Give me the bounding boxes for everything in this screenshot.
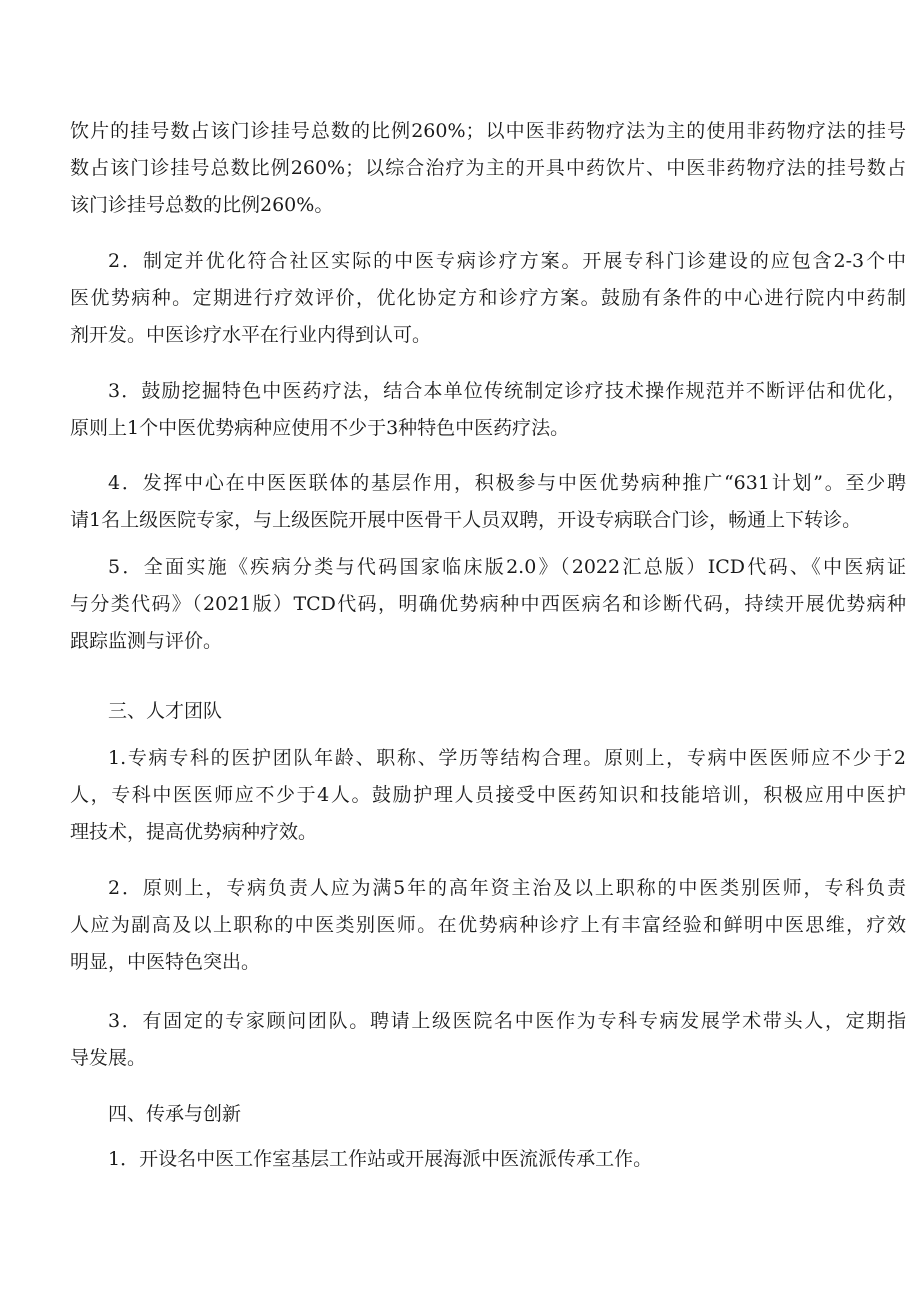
- text-line: 3．有固定的专家顾问团队。聘请上级医院名中医作为专科专病发展学术带头人，定期指: [108, 1010, 906, 1032]
- text-line: 剂开发。中医诊疗水平在行业内得到认可。: [70, 324, 432, 346]
- paragraph-talent-item-2: [70, 870, 906, 981]
- paragraph-item-2-diagnosis-plan: [70, 243, 906, 354]
- text-line: 4．发挥中心在中医医联体的基层作用，积极参与中医优势病种推广“631计划”。至少聘: [108, 472, 906, 494]
- paragraph-talent-item-1: [70, 740, 906, 851]
- paragraph-item-4-alliance: [70, 465, 906, 539]
- section-heading-inheritance-innovation: 四、传承与创新: [108, 1103, 242, 1125]
- paragraph-item-5-codes: [70, 549, 906, 660]
- text-line: 原则上1个中医优势病种应使用不少于3种特色中医药疗法。: [70, 417, 570, 439]
- text-line: 2．原则上，专病负责人应为满5年的高年资主治及以上职称的中医类别医师，专科负责: [108, 877, 906, 899]
- paragraph-talent-item-3: [70, 1003, 906, 1077]
- text-line: 请1名上级医院专家，与上级医院开展中医骨干人员双聘，开设专病联合门诊，畅通上下转诊。: [70, 509, 862, 531]
- paragraph-item-3-special-therapies: [70, 373, 906, 447]
- text-line: 5．全面实施《疾病分类与代码国家临床版2.0》（2022汇总版）ICD代码、《中医病证: [108, 556, 906, 578]
- text-line: 导发展。: [70, 1047, 147, 1069]
- text-line: 跟踪监测与评价。: [70, 630, 223, 652]
- text-line: 数占该门诊挂号总数比例260%；以综合治疗为主的开具中药饮片、中医非药物疗法的挂号数占: [70, 157, 906, 179]
- text-line: 人应为副高及以上职称的中医类别医师。在优势病种诊疗上有丰富经验和鲜明中医思维，疗效: [70, 914, 906, 936]
- text-line: 2．制定并优化符合社区实际的中医专病诊疗方案。开展专科门诊建设的应包含2-3个中: [108, 250, 906, 272]
- text-line: 理技术，提高优势病种疗效。: [70, 821, 318, 843]
- text-line: 人，专科中医医师应不少于4人。鼓励护理人员接受中医药知识和技能培训，积极应用中医护: [70, 784, 906, 806]
- text-line: 1.专病专科的医护团队年龄、职称、学历等结构合理。原则上，专病中医医师应不少于2: [108, 747, 906, 769]
- section-heading-talent-team: 三、人才团队: [108, 700, 223, 722]
- paragraph-outpatient-ratio: [70, 113, 906, 224]
- text-line: 该门诊挂号总数的比例260%。: [70, 194, 334, 216]
- paragraph-inheritance-item-1: [70, 1141, 906, 1178]
- text-line: 1．开设名中医工作室基层工作站或开展海派中医流派传承工作。: [108, 1148, 653, 1170]
- text-line: 与分类代码》（2021版）TCD代码，明确优势病种中西医病名和诊断代码，持续开展优势病种: [70, 593, 906, 615]
- text-line: 明显，中医特色突出。: [70, 951, 261, 973]
- text-line: 3．鼓励挖掘特色中医药疗法，结合本单位传统制定诊疗技术操作规范并不断评估和优化，: [108, 380, 906, 402]
- text-line: 医优势病种。定期进行疗效评价，优化协定方和诊疗方案。鼓励有条件的中心进行院内中药制: [70, 287, 906, 309]
- text-line: 饮片的挂号数占该门诊挂号总数的比例260%；以中医非药物疗法为主的使用非药物疗法的挂号: [70, 120, 906, 142]
